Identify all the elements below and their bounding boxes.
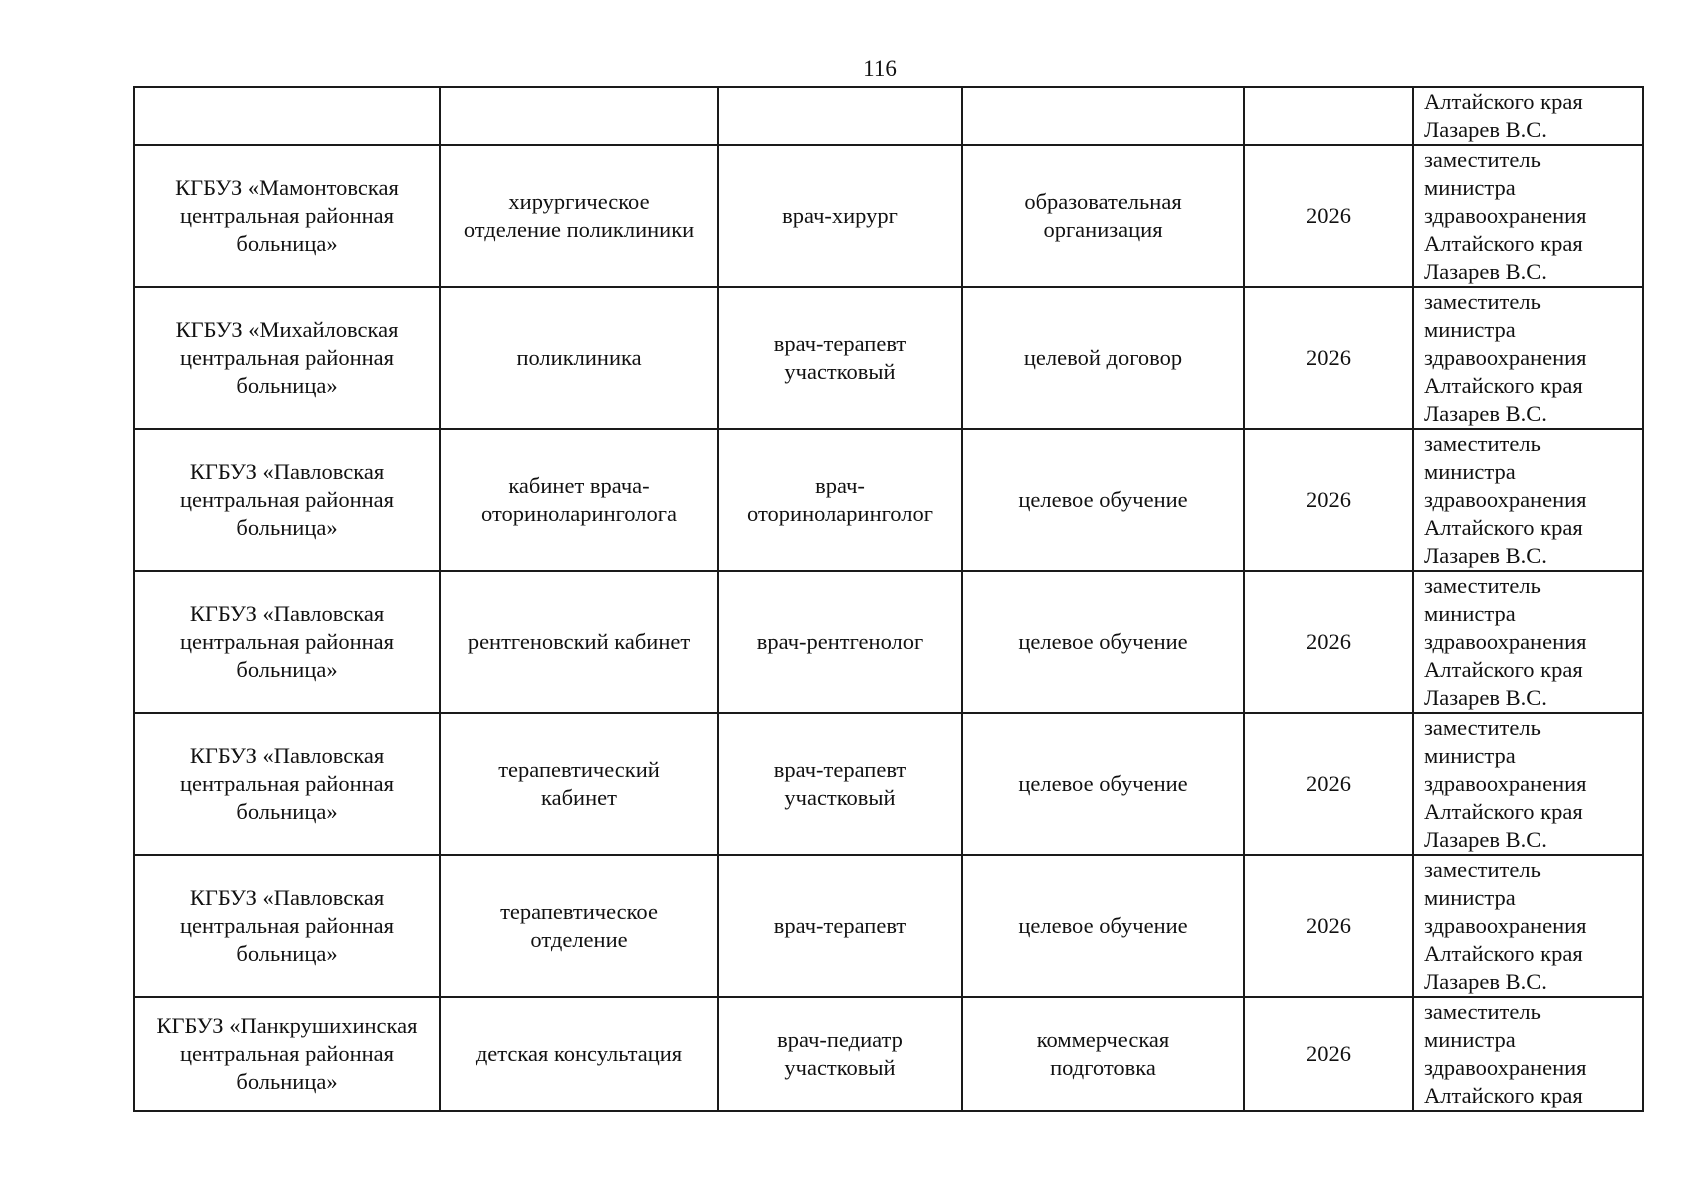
organization-line: центральная районная xyxy=(179,771,395,796)
organization-line: больница» xyxy=(236,373,338,398)
training-line: целевое обучение xyxy=(1018,913,1188,938)
table-row-continuation xyxy=(134,87,1643,145)
organization-line: КГБУЗ «Мамонтовская xyxy=(175,175,399,200)
responsible-line: Алтайского края xyxy=(1424,515,1583,540)
position-line: врач-терапевт xyxy=(773,331,907,356)
training-line: образовательная xyxy=(1024,189,1182,214)
responsible-line: здравоохранения xyxy=(1424,913,1587,938)
organization-line: КГБУЗ «Павловская xyxy=(189,743,385,768)
cell-training xyxy=(962,429,1244,571)
organization-line: центральная районная xyxy=(179,203,395,228)
organization-line: центральная районная xyxy=(179,629,395,654)
cell-organization xyxy=(134,145,440,287)
training-line: целевое обучение xyxy=(1018,629,1188,654)
cell-department xyxy=(440,855,718,997)
department-line: кабинет врача- xyxy=(508,473,650,498)
cell-training xyxy=(962,571,1244,713)
training-line: целевой договор xyxy=(1023,345,1183,370)
position-line: врач-хирург xyxy=(782,203,898,228)
responsible-line: Лазарев В.С. xyxy=(1424,827,1547,852)
position-line: врач-терапевт xyxy=(773,913,907,938)
cell-organization xyxy=(134,571,440,713)
cell-organization xyxy=(134,87,440,145)
organization-line: КГБУЗ «Павловская xyxy=(189,459,385,484)
organization-line: КГБУЗ «Павловская xyxy=(189,601,385,626)
table-row xyxy=(134,997,1643,1111)
staffing-table xyxy=(133,86,1644,1112)
responsible-line: здравоохранения xyxy=(1424,487,1587,512)
training-line: коммерческая xyxy=(1036,1027,1170,1052)
position-line: врач-терапевт xyxy=(773,757,907,782)
cell-year: 2026 xyxy=(1244,855,1413,997)
responsible-line: здравоохранения xyxy=(1424,629,1587,654)
cell-department xyxy=(440,571,718,713)
organization-line: больница» xyxy=(236,799,338,824)
cell-responsible xyxy=(1413,571,1643,713)
cell-position xyxy=(718,145,962,287)
position-line: врач- xyxy=(815,473,865,498)
cell-position xyxy=(718,571,962,713)
responsible-line: заместитель xyxy=(1424,715,1541,740)
organization-line: больница» xyxy=(236,941,338,966)
cell-organization xyxy=(134,287,440,429)
cell-organization xyxy=(134,855,440,997)
cell-responsible xyxy=(1413,429,1643,571)
responsible-line: министра xyxy=(1424,885,1516,910)
department-line: поликлиника xyxy=(516,345,642,370)
responsible-line: Алтайского края xyxy=(1424,941,1583,966)
responsible-line: заместитель xyxy=(1424,573,1541,598)
cell-department xyxy=(440,287,718,429)
cell-department xyxy=(440,429,718,571)
cell-year: 2026 xyxy=(1244,145,1413,287)
cell-training xyxy=(962,997,1244,1111)
cell-organization xyxy=(134,713,440,855)
responsible-line: Лазарев В.С. xyxy=(1424,969,1547,994)
cell-department xyxy=(440,713,718,855)
cell-year: 2026 xyxy=(1244,571,1413,713)
organization-line: больница» xyxy=(236,1069,338,1094)
cell-position xyxy=(718,997,962,1111)
cell-responsible xyxy=(1413,997,1643,1111)
responsible-line: Лазарев В.С. xyxy=(1424,543,1547,568)
organization-line: КГБУЗ «Павловская xyxy=(189,885,385,910)
responsible-line: Алтайского края xyxy=(1424,657,1583,682)
table-row xyxy=(134,145,1643,287)
department-line: кабинет xyxy=(541,785,617,810)
responsible-line: заместитель xyxy=(1424,857,1541,882)
table-row xyxy=(134,429,1643,571)
organization-line: больница» xyxy=(236,515,338,540)
responsible-line: Алтайского края xyxy=(1424,231,1583,256)
responsible-line: министра xyxy=(1424,1027,1516,1052)
cell-training xyxy=(962,713,1244,855)
department-line: хирургическое xyxy=(508,189,650,214)
cell-training xyxy=(962,145,1244,287)
responsible-line: заместитель xyxy=(1424,289,1541,314)
staffing-table-body xyxy=(134,87,1643,1111)
responsible-line: здравоохранения xyxy=(1424,771,1587,796)
position-line: участковый xyxy=(784,785,896,810)
training-line: целевое обучение xyxy=(1018,487,1188,512)
responsible-line: Лазарев В.С. xyxy=(1424,401,1547,426)
cell-year: 2026 xyxy=(1244,997,1413,1111)
organization-line: больница» xyxy=(236,657,338,682)
cell-training xyxy=(962,287,1244,429)
department-line: оториноларинголога xyxy=(481,501,677,526)
table-row xyxy=(134,287,1643,429)
cell-training xyxy=(962,855,1244,997)
department-line: терапевтический xyxy=(498,757,660,782)
organization-line: центральная районная xyxy=(179,487,395,512)
responsible-line: министра xyxy=(1424,743,1516,768)
cell-organization xyxy=(134,429,440,571)
responsible-line: Алтайского края xyxy=(1424,1083,1583,1108)
responsible-line: здравоохранения xyxy=(1424,203,1587,228)
cell-position xyxy=(718,855,962,997)
responsible-line: Лазарев В.С. xyxy=(1424,259,1547,284)
department-line: отделение поликлиники xyxy=(463,217,695,242)
organization-line: КГБУЗ «Михайловская xyxy=(175,317,399,342)
responsible-line: министра xyxy=(1424,601,1516,626)
table-row xyxy=(134,713,1643,855)
cell-responsible xyxy=(1413,287,1643,429)
organization-line: центральная районная xyxy=(179,1041,395,1066)
responsible-line: заместитель xyxy=(1424,431,1541,456)
organization-line: центральная районная xyxy=(179,345,395,370)
position-line: участковый xyxy=(784,359,896,384)
cell-year xyxy=(1244,87,1413,145)
table-row xyxy=(134,855,1643,997)
cell-responsible xyxy=(1413,87,1643,145)
responsible-line: заместитель xyxy=(1424,999,1541,1024)
cell-position xyxy=(718,713,962,855)
responsible-line: Лазарев В.С. xyxy=(1424,685,1547,710)
department-line: рентгеновский кабинет xyxy=(467,629,691,654)
cell-training xyxy=(962,87,1244,145)
training-line: целевое обучение xyxy=(1018,771,1188,796)
position-line: врач-рентгенолог xyxy=(756,629,924,654)
cell-responsible xyxy=(1413,855,1643,997)
cell-department xyxy=(440,87,718,145)
cell-responsible xyxy=(1413,713,1643,855)
cell-year: 2026 xyxy=(1244,429,1413,571)
cell-year: 2026 xyxy=(1244,713,1413,855)
organization-line: КГБУЗ «Панкрушихинская xyxy=(156,1013,418,1038)
responsible-line: министра xyxy=(1424,459,1516,484)
organization-line: центральная районная xyxy=(179,913,395,938)
cell-year: 2026 xyxy=(1244,287,1413,429)
responsible-line: Алтайского края xyxy=(1424,89,1583,114)
cell-position xyxy=(718,287,962,429)
responsible-line: министра xyxy=(1424,175,1516,200)
position-line: участковый xyxy=(784,1055,896,1080)
table-row xyxy=(134,571,1643,713)
responsible-line: заместитель xyxy=(1424,147,1541,172)
responsible-line: Лазарев В.С. xyxy=(1424,117,1547,142)
organization-line: больница» xyxy=(236,231,338,256)
cell-department xyxy=(440,145,718,287)
cell-position xyxy=(718,429,962,571)
responsible-line: здравоохранения xyxy=(1424,345,1587,370)
responsible-line: министра xyxy=(1424,317,1516,342)
responsible-line: Алтайского края xyxy=(1424,799,1583,824)
department-line: терапевтическое xyxy=(500,899,658,924)
responsible-line: Алтайского края xyxy=(1424,373,1583,398)
position-line: оториноларинголог xyxy=(747,501,933,526)
department-line: отделение xyxy=(530,927,628,952)
cell-responsible xyxy=(1413,145,1643,287)
training-line: подготовка xyxy=(1050,1055,1156,1080)
position-line: врач-педиатр xyxy=(777,1027,903,1052)
page-number: 116 xyxy=(863,56,897,81)
cell-department xyxy=(440,997,718,1111)
training-line: организация xyxy=(1043,217,1163,242)
department-line: детская консультация xyxy=(475,1041,683,1066)
cell-position xyxy=(718,87,962,145)
responsible-line: здравоохранения xyxy=(1424,1055,1587,1080)
cell-organization xyxy=(134,997,440,1111)
